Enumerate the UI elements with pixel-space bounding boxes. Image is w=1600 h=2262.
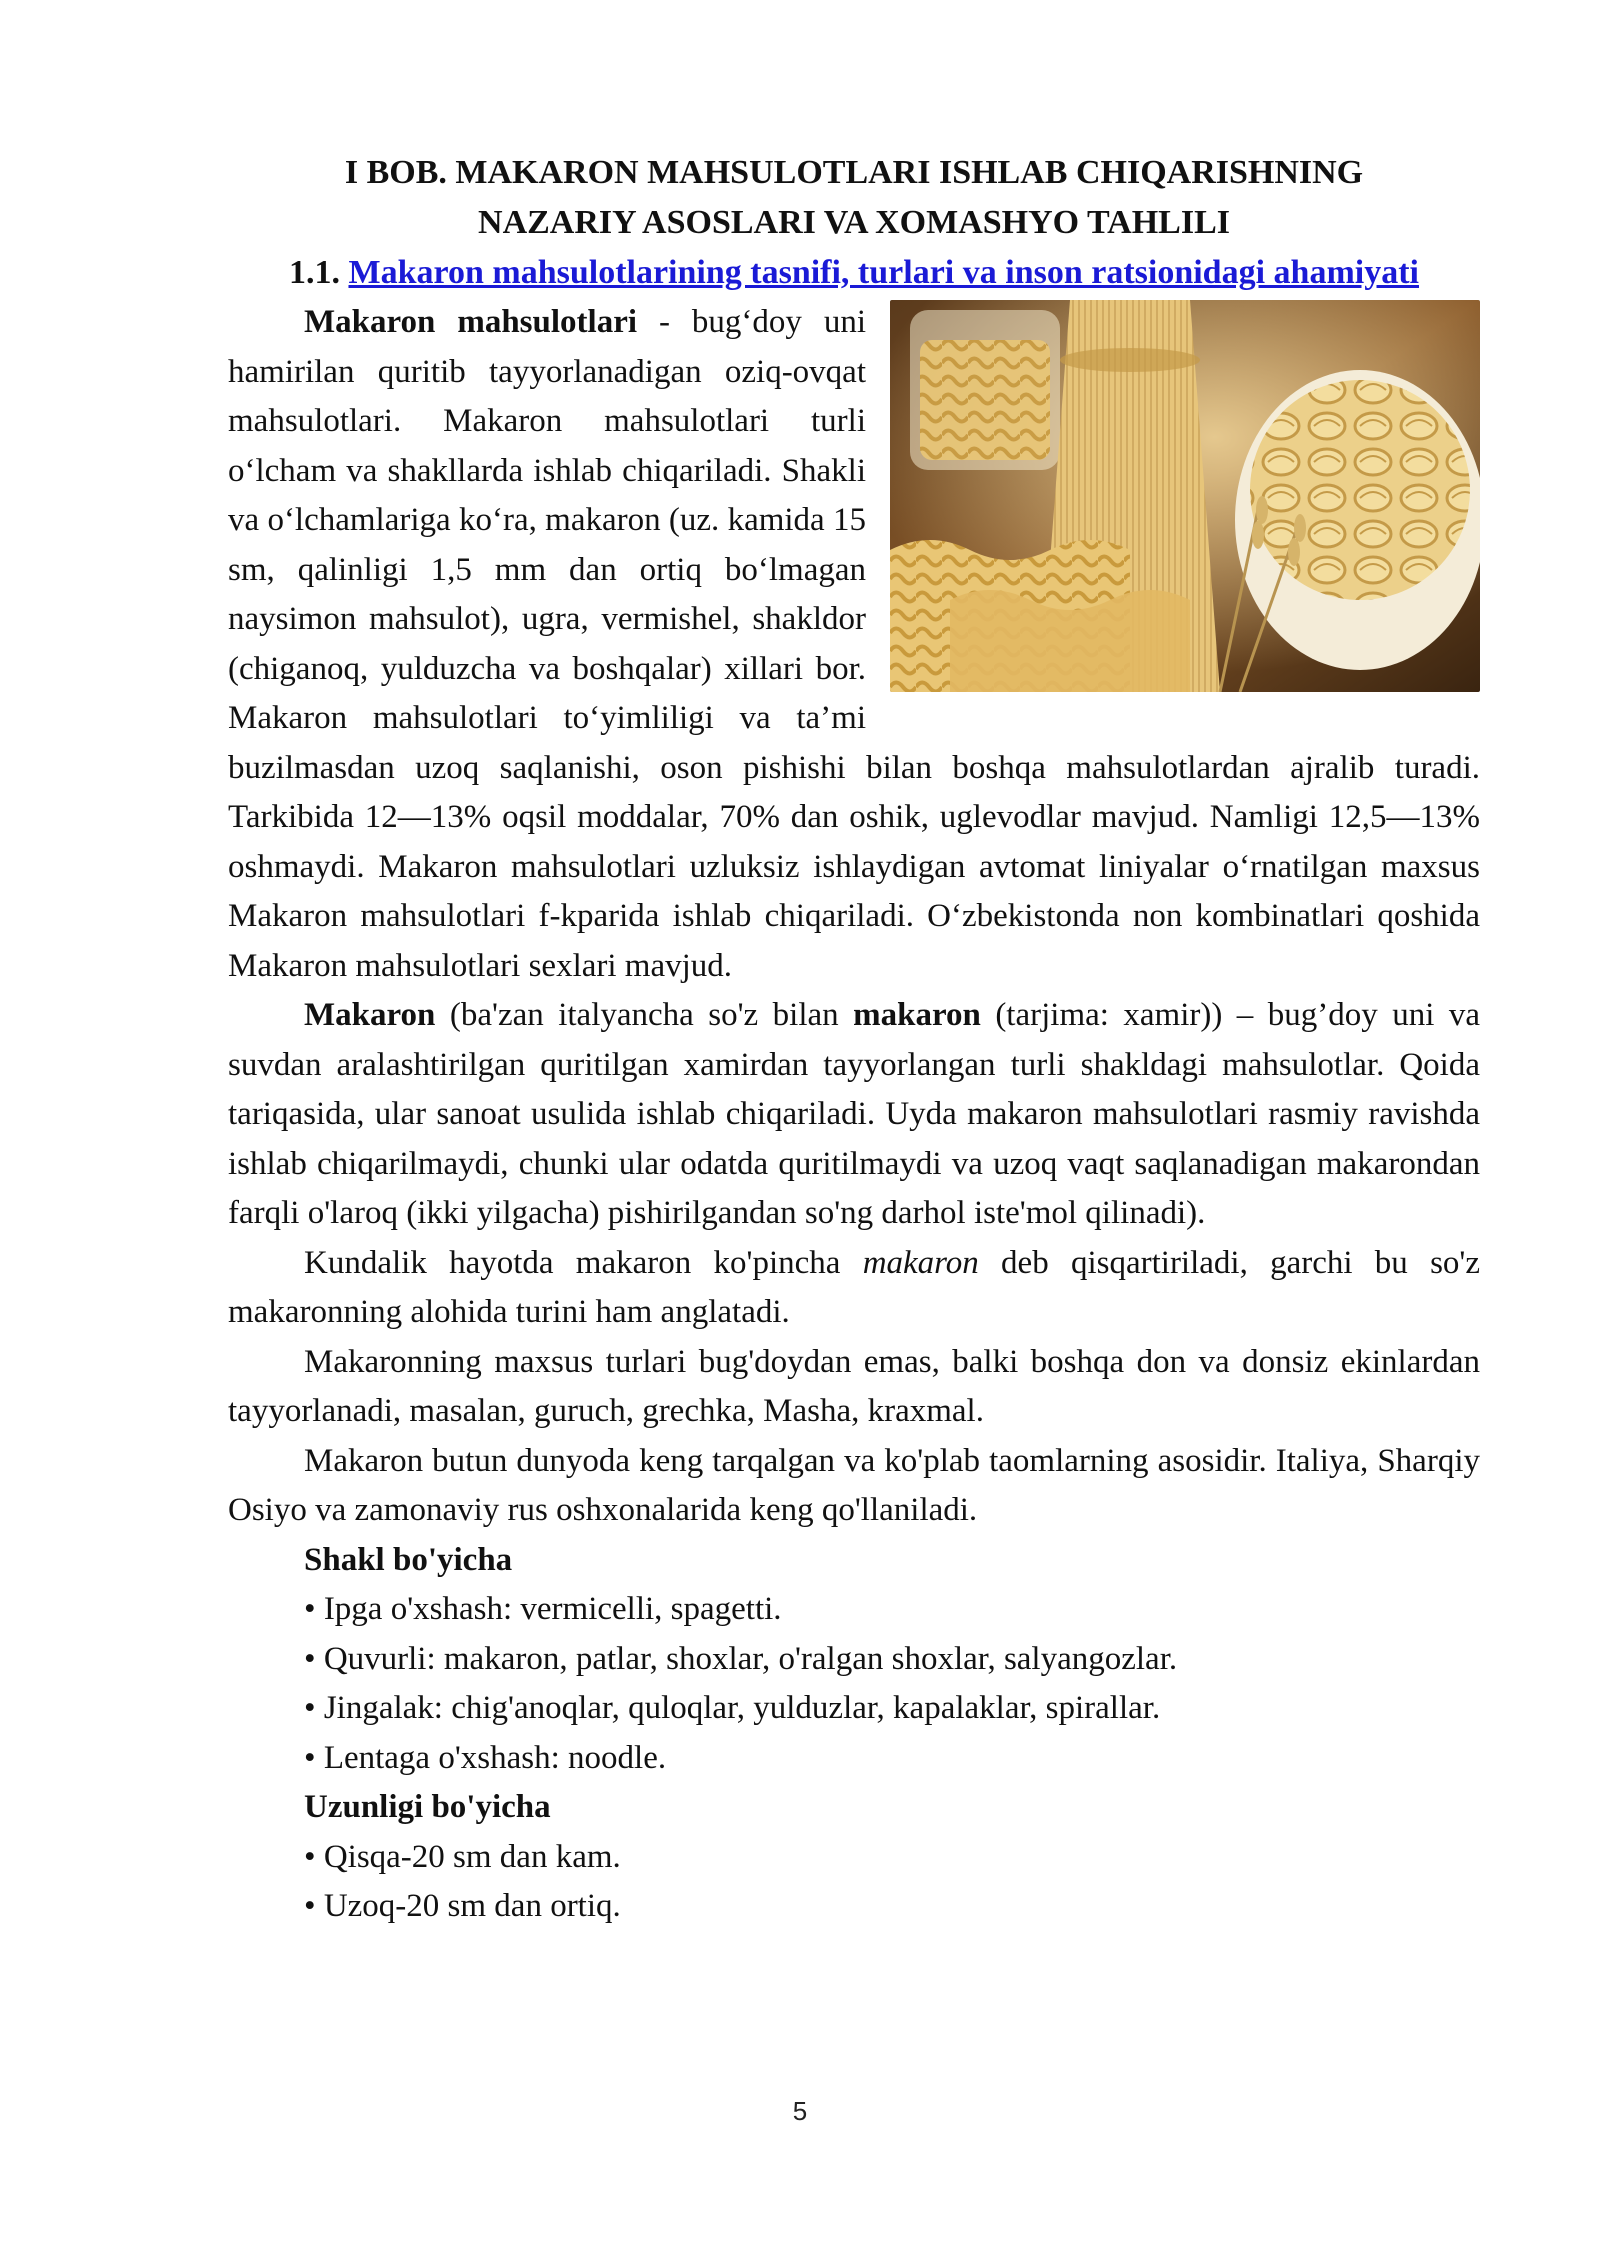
chapter-title-line2: NAZARIY ASOSLARI VA XOMASHYO TAHLILI: [478, 204, 1230, 241]
term-makaron-mahsulotlari: Makaron mahsulotlari: [304, 304, 638, 340]
list-item: • Jingalak: chig'anoqlar, quloqlar, yulduzlar, kapalaklar, spirallar.: [304, 1684, 1480, 1734]
paragraph-makaron-mid: (ba'zan italyancha so'z bilan: [435, 997, 854, 1033]
list-item: • Uzoq-20 sm dan ortiq.: [304, 1882, 1480, 1932]
length-list-heading: Uzunligi bo'yicha: [304, 1789, 551, 1825]
term-makaron-italic: makaron: [862, 1244, 979, 1281]
paragraph-special-types: Makaronning maxsus turlari bug'doydan emas, balki boshqa don va donsiz ekinlardan tayyorlanadi, masalan, guruch, grechka, Masha, kraxmal.: [228, 1343, 1480, 1429]
list-item: • Ipga o'xshash: vermicelli, spagetti.: [304, 1585, 1480, 1635]
paragraph-makaron: [228, 991, 1480, 1239]
list-item: • Quvurli: makaron, patlar, shoxlar, o'ralgan shoxlar, salyangozlar.: [304, 1635, 1480, 1685]
paragraph-daily-life-before: Kundalik hayotda makaron ko'pincha: [304, 1244, 863, 1281]
page-number: 5: [792, 2096, 808, 2126]
pasta-photo: [890, 300, 1480, 692]
chapter-title-line1: I BOB. MAKARON MAHSULOTLARI ISHLAB CHIQARISHNING: [344, 154, 1364, 191]
paragraph-makaron-text: (tarjima: xamir)) – bug’doy uni va suvdan aralashtirilgan quritilgan xamirdan tayyorlangan turli shakldagi mahsulotlar. Qoida tariqasida, ular sanoat usulida ishlab chiqariladi. Uyda makaron mahsulotlari rasmiy ravishda ishlab chiqarilmaydi, chunki ular odatda quritilmaydi va uzoq vaqt saqlanadigan makarondan farqli o'laroq (ikki yilgacha) pishirilgandan so'ng darhol iste'mol qilinadi).: [228, 997, 1481, 1231]
section-number: 1.1.: [288, 254, 340, 291]
shape-list-heading: Shakl bo'yicha: [304, 1541, 513, 1578]
page-content: [228, 148, 1480, 1932]
paragraph-worldwide: Makaron butun dunyoda keng tarqalgan va ko'plab taomlarning asosidir. Italiya, Sharqiy Osiyo va zamonaviy rus oshxonalarida keng qo'llaniladi.: [228, 1442, 1480, 1528]
term-makaron-2: makaron: [853, 997, 981, 1033]
length-list: [228, 1833, 1480, 1932]
chapter-title: [228, 148, 1480, 248]
paragraph-definition-text: - bug‘doy uni hamirilan quritib tayyorlanadigan oziq-ovqat mahsulotlari. Makaron mahsulotlari turli o‘lcham va shakllarda ishlab chiqariladi. Shakli va o‘lchamlariga ko‘ra, makaron (uz. kamida 15 sm, qalinligi 1,5 mm dan ortiq bo‘lmagan naysimon mahsulot), ugra, vermishel, shakldor (chiganoq, yulduzcha va boshqalar) xillari bor. Makaron mahsulotlari to‘yimliligi va ta’mi buzilmasdan uzoq saqlanishi, oson pishishi bilan boshqa mahsulotlardan ajralib turadi. Tarkibida 12—13% oqsil moddalar, 70% dan oshik, uglevodlar mavjud. Namligi 12,5—13% oshmaydi. Makaron mahsulotlari uzluksiz ishlaydigan avtomat liniyalar o‘rnatilgan maxsus Makaron mahsulotlari f-kparida ishlab chiqariladi. O‘zbekistonda non kombinatlari qoshida Makaron mahsulotlari sexlari mavjud.: [228, 304, 1480, 984]
section-heading: [228, 248, 1480, 298]
list-item: • Lentaga o'xshash: noodle.: [304, 1734, 1480, 1784]
term-makaron: Makaron: [304, 997, 436, 1033]
shape-list: [228, 1585, 1480, 1783]
paragraph-daily-life-after: deb qisqartiriladi, garchi bu so'z makaronning alohida turini ham anglatadi.: [228, 1244, 1480, 1330]
section-title-link[interactable]: Makaron mahsulotlarining tasnifi, turlari va inson ratsionidagi ahamiyati: [348, 254, 1419, 291]
list-item: • Qisqa-20 sm dan kam.: [304, 1833, 1480, 1883]
paragraph-daily-life: [228, 1239, 1480, 1338]
